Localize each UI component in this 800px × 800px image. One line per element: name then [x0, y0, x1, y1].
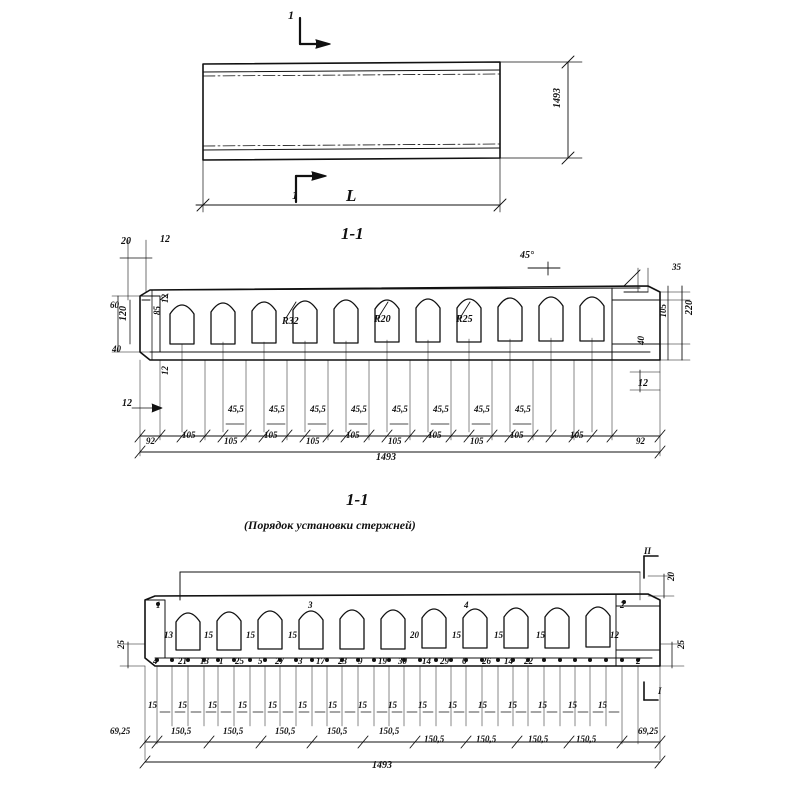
pitch-15-5: 15	[268, 700, 277, 710]
dim-25-right-bars: 25	[676, 640, 686, 649]
bar-small-3: 15	[246, 630, 255, 640]
pitch-15-15: 15	[568, 700, 577, 710]
dim-105-10: 105	[570, 430, 584, 440]
dim-105-right: 105	[658, 304, 668, 318]
bar-no-16: 6	[462, 656, 467, 666]
bar-small-5: 20	[410, 630, 419, 640]
bar-no-17: 26	[482, 656, 491, 666]
dim-12-left-a: 12	[160, 294, 170, 303]
dim-20-right-bars: 20	[666, 572, 676, 581]
bar-no-14: 14	[422, 656, 431, 666]
dim-105-3: 105	[264, 430, 278, 440]
pitch-15-1: 15	[148, 700, 157, 710]
dim-1505-6: 150,5	[424, 734, 445, 744]
bar-no-6: 5	[258, 656, 263, 666]
bar-no-13: 30	[398, 656, 407, 666]
pitch-15-9: 15	[388, 700, 397, 710]
dim-12-right: 12	[638, 378, 648, 389]
dim-1505-4: 150,5	[327, 726, 348, 736]
angle-45-label: 45°	[520, 250, 534, 261]
dim-105-2: 105	[224, 436, 238, 446]
bar-no-12: 19	[378, 656, 387, 666]
bar-no-10: 23	[338, 656, 347, 666]
pitch-15-11: 15	[448, 700, 457, 710]
pitch-455-2: 45,5	[269, 404, 285, 414]
dim-1505-1: 150,5	[171, 726, 192, 736]
pitch-455-1: 45,5	[228, 404, 244, 414]
bar-no-20: 2	[636, 656, 641, 666]
pitch-15-12: 15	[478, 700, 487, 710]
bar-no-7: 27	[275, 656, 284, 666]
dim-105-6: 105	[388, 436, 402, 446]
dim-105-7: 105	[428, 430, 442, 440]
radius-r25-label: R25	[456, 314, 473, 325]
section-mark-top-label: 1	[288, 8, 294, 22]
pitch-15-6: 15	[298, 700, 307, 710]
dim-35-right: 35	[672, 262, 681, 272]
dim-60: 60	[110, 300, 119, 310]
dim-105-9: 105	[510, 430, 524, 440]
pitch-455-8: 45,5	[515, 404, 531, 414]
bar-small-7: 15	[494, 630, 503, 640]
pitch-15-7: 15	[328, 700, 337, 710]
pitch-455-7: 45,5	[474, 404, 490, 414]
bar-no-top-4: 4	[464, 600, 469, 610]
bar-small-1: 13	[164, 630, 173, 640]
bar-no-top-3: 3	[308, 600, 313, 610]
dim-40-right: 40	[636, 336, 646, 345]
bar-no-18: 14	[504, 656, 513, 666]
bar-small-4: 15	[288, 630, 297, 640]
section-bars-subtitle: (Порядок установки стержней)	[244, 518, 416, 532]
dim-92-left: 92	[146, 436, 155, 446]
dim-12-left-c: 12	[122, 398, 132, 409]
plan-height-dim: 1493	[552, 88, 563, 108]
dim-1505-2: 150,5	[223, 726, 244, 736]
dim-1505-7: 150,5	[476, 734, 497, 744]
bar-no-4: 1	[219, 656, 224, 666]
bar-small-9: 12	[610, 630, 619, 640]
pitch-455-6: 45,5	[433, 404, 449, 414]
overall-width-1493-mid: 1493	[376, 452, 396, 463]
radius-r32-label: R32	[282, 316, 299, 327]
bar-no-11: 9	[358, 656, 363, 666]
overall-width-1493-bottom: 1493	[372, 760, 392, 771]
mark-II: II	[644, 546, 652, 556]
dim-6925-right: 69,25	[638, 726, 659, 736]
dim-1505-5: 150,5	[379, 726, 400, 736]
pitch-15-4: 15	[238, 700, 247, 710]
dim-1505-3: 150,5	[275, 726, 296, 736]
dim-92-right: 92	[636, 436, 645, 446]
bar-no-9: 17	[316, 656, 325, 666]
dim-12-top: 12	[160, 234, 170, 245]
pitch-15-2: 15	[178, 700, 187, 710]
pitch-455-5: 45,5	[392, 404, 408, 414]
length-mark-label: L	[346, 186, 357, 205]
dim-85: 85	[152, 306, 162, 315]
pitch-15-10: 15	[418, 700, 427, 710]
bar-no-1: 4	[153, 656, 158, 666]
dim-6925-left: 69,25	[110, 726, 131, 736]
bar-no-top-1: 1	[156, 600, 161, 610]
bar-no-5: 25	[235, 656, 244, 666]
pitch-15-13: 15	[508, 700, 517, 710]
dim-105-4: 105	[306, 436, 320, 446]
bar-no-15: 29	[440, 656, 449, 666]
pitch-15-8: 15	[358, 700, 367, 710]
bar-no-3: 13	[200, 656, 209, 666]
dim-1505-8: 150,5	[528, 734, 549, 744]
dim-105-5: 105	[346, 430, 360, 440]
dim-105-1: 105	[182, 430, 196, 440]
bar-no-2: 21	[178, 656, 187, 666]
dim-20: 20	[121, 236, 131, 247]
mark-I: I	[658, 686, 662, 696]
bar-no-8: 3	[298, 656, 303, 666]
bar-small-6: 15	[452, 630, 461, 640]
section-bars-title: 1-1	[346, 490, 369, 509]
dim-105-8: 105	[470, 436, 484, 446]
bar-no-top-2: 2	[620, 600, 625, 610]
bar-no-19: 22	[524, 656, 533, 666]
section-1-1-title: 1-1	[341, 224, 364, 243]
pitch-455-3: 45,5	[310, 404, 326, 414]
bar-small-2: 15	[204, 630, 213, 640]
pitch-15-14: 15	[538, 700, 547, 710]
pitch-15-16: 15	[598, 700, 607, 710]
radius-r20-label: R20	[374, 314, 391, 325]
pitch-15-3: 15	[208, 700, 217, 710]
dim-25-left-bars: 25	[116, 640, 126, 649]
dim-40-left: 40	[112, 344, 121, 354]
section-mark-bottom-label: 1	[292, 188, 298, 202]
dim-220-right: 220	[684, 300, 695, 315]
bar-small-8: 15	[536, 630, 545, 640]
dim-120: 120	[118, 306, 129, 321]
dim-1505-9: 150,5	[576, 734, 597, 744]
pitch-455-4: 45,5	[351, 404, 367, 414]
dim-12-left-b: 12	[160, 366, 170, 375]
